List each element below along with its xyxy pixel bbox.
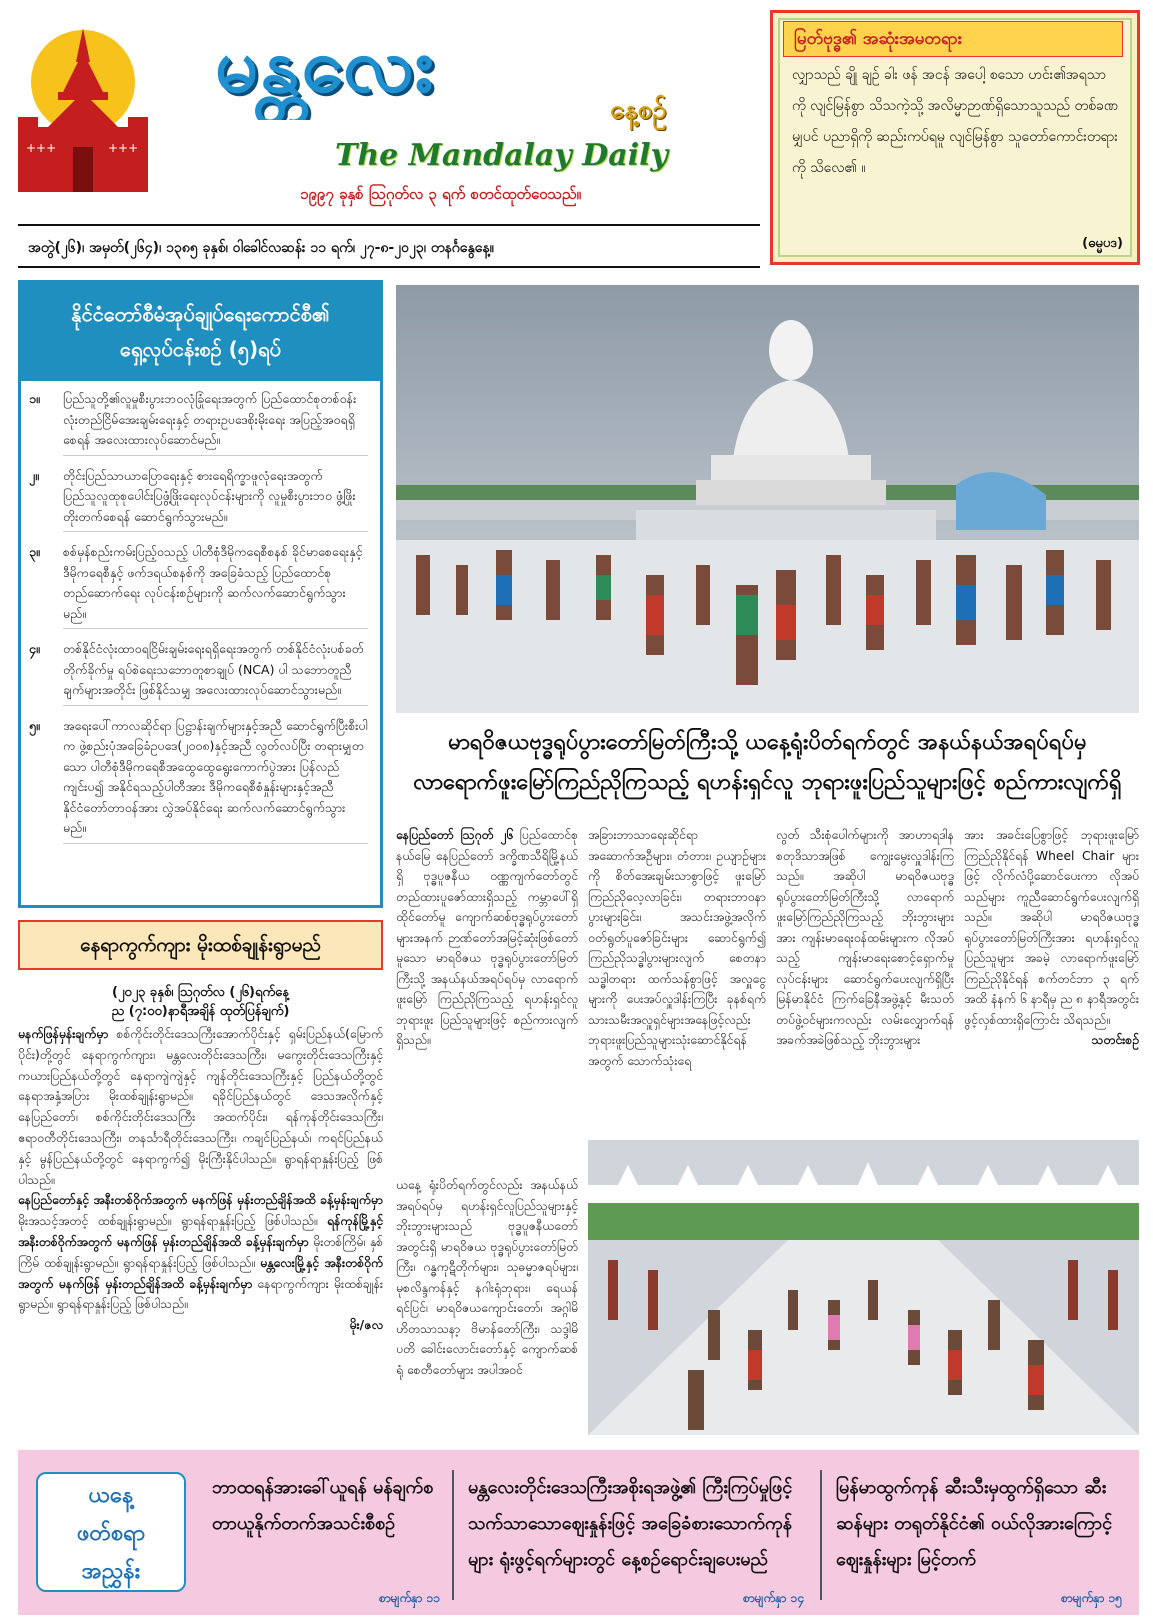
footer-page-ref: စာမျက်နှာ ၁၅ (1061, 1591, 1122, 1605)
article-column-1 (396, 825, 578, 1051)
dhamma-quote-source: (ဓမ္မပဒ) (1082, 236, 1123, 251)
objectives-list (21, 381, 380, 844)
article-column-3: လွတ် သီးစုံပေါက်များကို အာဟာရဒါန စတုဒိသာအဖြစ် ကျွေးမွေးလှူဒါန်းကြသည်။ အဆိုပါ မာရဝိဇယဗုဒ္ဓရုပ်ပွားတော်မြတ်ကြီးသို့ လာရောက်ဖူးမြော်ကြည်ညိုကြသည့် ဘိုးဘွားများအား ကျန်းမာရေးဝန်ထမ်းများက လိုအပ်သည့် ကျန်းမာရေးစောင့်ရှောက်မှုလုပ်ငန်းများ ဆောင်ရွက်ပေးလျက်ရှိပြီး မြန်မာနိုင်ငံ ကြက်ခြေနီအဖွဲ့နှင့် မီးသတ်တပ်ဖွဲ့ဝင်များကလည်း လမ်းလျှောက်ရန် အခက်အခဲဖြစ်သည့် ဘိုးဘွားများ (776, 828, 954, 1047)
svg-text:+++: +++ (108, 141, 139, 155)
objective-number: ၂။ (29, 467, 39, 483)
guide-badge-line1: ယနေ့ (88, 1483, 134, 1508)
article-column-4 (964, 825, 1139, 1051)
footer-teaser-2[interactable] (452, 1470, 812, 1605)
footer-teaser-3[interactable] (820, 1470, 1130, 1605)
guide-badge-line3: အညွှန်း (81, 1559, 141, 1584)
weather-lead: ရန်ကုန်မြို့နှင့် အနီးတစ်ဝိုက်အတွက် မနက်ဖြန် မှန်းတည်ချိန်အထိ ခန့်မှန်းချက်မှာ (18, 1214, 383, 1249)
weather-heading: နေရာကွက်ကျား မိုးထစ်ချုန်းရွာမည် (18, 920, 383, 970)
pagoda-crowd-photo (588, 1140, 1139, 1435)
footer-page-ref: စာမျက်နှာ ၁၄ (743, 1591, 804, 1605)
list-item (29, 389, 368, 456)
footer-teaser-1[interactable] (198, 1470, 448, 1605)
weather-text: စစ်ကိုင်းတိုင်းဒေသကြီးအောက်ပိုင်းနှင့် ရှမ်းပြည်နယ်(မြောက်ပိုင်း)တို့တွင် နေရာကွက်ကျား၊ မန္တလေးတိုင်းဒေသကြီး၊ မကွေးတိုင်းဒေသကြီးနှင့် ကယားပြည်နယ်တို့တွင် နေရာကျဲကျဲနှင့် ကျန်တိုင်းဒေသကြီးနှင့် ပြည်နယ်တို့တွင် နေရာအနှံ့အပြား မိုးထစ်ချုန်းရွာမည်။ ရခိုင်ပြည်နယ်တွင် ဒေသအလိုက်နှင့် နေပြည်တော်၊ စစ်ကိုင်းတိုင်းဒေသကြီး အထက်ပိုင်း၊ ရန်ကုန်တိုင်းဒေသကြီး၊ ဧရာဝတီတိုင်းဒေသကြီး၊ တနင်္သာရီတိုင်းဒေသကြီး၊ ကချင်ပြည်နယ်၊ ကရင်ပြည်နယ်နှင့် မွန်ပြည်နယ်တို့တွင် နေရာကွက်၍ မိုးကြီးနိုင်ပါသည်။ ရွာရန်ရာနှုန်းပြည့် ဖြစ်ပါသည်။ (18, 1027, 383, 1187)
svg-text:+++: +++ (26, 141, 57, 155)
footer-teaser-text: ဘာထရန်အားခေါ်ယူရန် မန်ချက်စတာယူနိုက်တက်အသင်းစီစဉ် (212, 1477, 434, 1534)
weather-lead: မန္တလေးမြို့နှင့် အနီးတစ်ဝိုက်အတွက် မနက်ဖြန် မှန်းတည်ချိန်အထိ ခန့်မှန်းချက်မှာ (18, 1255, 383, 1291)
article-column-1b: ယနေ့ ရုံးပိတ်ရက်တွင်လည်း အနယ်နယ်အရပ်ရပ်မှ ရဟန်းရှင်လူပြည်သူများနှင့် ဘိုးဘွားများသည် ဗုဒ္ဓပူဇနီယတော်အတွင်းရှိ မာရဝိဇယ ဗုဒ္ဓရုပ်ပွားတော်မြတ်ကြီး၊ ဂန္ဓကုဋီတိုက်များ၊ သုဓမ္မာဇရပ်များ၊ မုစလိန္ဒကန်နှင့် နဂါးရုံဘုရား၊ ရေယန်ရင်ပြင်၊ မာရဝိဇယကျောင်းတော်၊ အဂ္ဂါမိဟိတသာသနာ့ ဗိမာန်တော်ကြီး၊ သဒ္ဒါမိပတိ ခေါင်းလောင်းတော်နှင့် ကျောက်ဆစ်ရုံ စေတီတော်များ အပါအဝင် (396, 1178, 578, 1377)
objective-number: ၅။ (29, 717, 40, 733)
masthead-since-line: ၁၉၉၇ ခုနှစ် ဩဂုတ်လ ၃ ရက် စတင်ထုတ်ဝေသည်။ (300, 185, 582, 203)
dhamma-quote-title: မြတ်ဗုဒ္ဓ၏ အဆုံးအမတရား (783, 21, 1123, 57)
weather-text: မိုးတစ်ကြိမ်၊ နှစ်ကြိမ် ထစ်ချုန်းရွာမည်။ ရွာရန်ရာနှုန်းပြည့် ဖြစ်ပါသည်။ (18, 1234, 383, 1270)
objective-number: ၄။ (29, 641, 40, 656)
article-dateline: နေပြည်တော် ဩဂုတ် ၂၆ (396, 828, 514, 842)
issue-line: အတွဲ(၂၆)၊ အမှတ်(၂၆၄)၊ ၁၃၈၅ ခုနှစ်၊ ဝါခေါင်လဆန်း ၁၁ ရက်၊ ၂၇-၈-၂၀၂၃၊ တနင်္ဂနွေနေ့။ (28, 240, 494, 256)
objectives-heading (21, 283, 380, 381)
article-column-2: အခြားဘာသာရေးဆိုင်ရာ အဆောက်အဦများ၊ တံတား၊ ဥယျာဉ်များကို စိတ်အေးချမ်းသာစွာဖြင့် ဖူးမြော်ကြည်ညိုလေ့လာခြင်း၊ တရားဘာဝနာပွားများခြင်း၊ အသင်းအဖွဲ့အလိုက် ဝတ်ရွတ်ပူဇော်ခြင်းများ ဆောင်ရွက်၍ ကြည်ညိုသဒ္ဓါပွားများလျက် စေတနာသဒ္ဓါတရား ထက်သန်စွာဖြင့် အလှူငွေများကို ပေးအပ်လှူဒါန်းကြပြီး ခုနစ်ရက် သားသမီးအလှူရှင်များအနေဖြင့်လည်း ဘုရားဖူးပြည်သူများသုံးဆောင်နိုင်ရန်အတွက် သောက်သုံးရေ (588, 828, 766, 1068)
weather-lead: မနက်ဖြန်မှန်းချက်မှာ (18, 1027, 109, 1041)
weather-paragraph (18, 1024, 383, 1190)
main-headline-line2: လာရောက်ဖူးမြော်ကြည်ညိုကြသည့် ရဟန်းရှင်လူ ဘုရားဖူးပြည်သူများဖြင့် စည်ကားလျက်ရှိ (413, 770, 1122, 795)
list-item (29, 639, 368, 706)
weather-date-line2: ည (၇:၀၀)နာရီအချိန် ထုတ်ပြန်ချက်) (111, 1004, 290, 1019)
footer-teaser-text: မန္တလေးတိုင်းဒေသကြီးအစိုးရအဖွဲ့၏ ကြီးကြပ်မှုဖြင့် သက်သာသောဈေးနှုန်းဖြင့် အခြေခံစားသောက်ကုန်များ ရုံးဖွင့်ရက်များတွင် နေ့စဉ်ရောင်းချပေးမည် (468, 1477, 793, 1570)
objectives-box (18, 280, 383, 908)
masthead-english-title: The Mandalay Daily (335, 138, 668, 173)
objective-text: တိုင်းပြည်သာယာပြောရေးနှင့် စားရေရိက္ခာဖူလုံရေးအတွက် ပြည်သူလူထုစုပေါင်းပြဖွံ့ဖြိုးရေးလုပ်ငန်းများကို လူမှုစီးပွားဘဝ ဖွံ့ဖြိုးတိုးတက်စေရန် ဆောင်ရွက်သွားမည်။ (63, 466, 368, 533)
article-byline: သတင်းစဉ် (1091, 1033, 1139, 1047)
footer-teaser-text: မြန်မာထွက်ကုန် ဆီးသီးမှထွက်ရှိသော ဆီးဆန်များ တရုတ်နိုင်ငံ၏ ဝယ်လိုအားကြောင့် ဈေးနှုန်းများ မြင့်တက် (836, 1477, 1113, 1570)
objective-number: ၃။ (29, 544, 40, 559)
masthead-rule-bottom (18, 266, 760, 268)
objective-text: ပြည်သူတို့၏လူမှုစီးပွားဘဝလုံခြုံရေးအတွက် ပြည်ထောင်စုတစ်ဝန်းလုံးတည်ငြိမ်အေးချမ်းရေးနှင့် တရားဥပဒေစိုးမိုးရေး အပြည့်အဝရရှိစေရန် အလေးထားလုပ်ဆောင်မည်။ (63, 389, 368, 456)
masthead-title: မန္တလေး (215, 20, 436, 109)
weather-signoff: မိုး/ဇလ (349, 1318, 383, 1333)
article-text: အား အခင်းပြေစွာဖြင့် ဘုရားဖူးမြော်ကြည်ညိုနိုင်ရန် Wheel Chair များဖြင့် လိုက်လံပို့ဆောင်ပေးကာ လိုအပ်သည်များ ကူညီဆောင်ရွက်ပေးလျက်ရှိသည်။ အဆိုပါ မာရဝိဇယဗုဒ္ဓရုပ်ပွားတော်မြတ်ကြီးအား ရဟန်းရှင်လူ ပြည်သူများ အခမဲ့ လာရောက်ဖူးမြော်ကြည်ညိုနိုင်ရန် စက်တင်ဘာ ၃ ရက်အထိ နံနက် ၆ နာရီမှ ည ၈ နာရီအတွင်း ဖွင့်လှစ်ထားရှိကြောင်း သိရသည်။ (964, 828, 1139, 1027)
weather-paragraph (18, 1190, 383, 1315)
main-headline (396, 723, 1139, 803)
dhamma-quote-box (770, 10, 1140, 265)
buddha-statue-photo (396, 285, 1139, 713)
list-item (29, 542, 368, 629)
objective-text: အရေးပေါ်ကာလဆိုင်ရာ ပြဋ္ဌာန်းချက်များနှင့်အညီ ဆောင်ရွက်ပြီးစီးပါက ဖွဲ့စည်းပုံအခြေခံဥပဒေ(၂၀၀၈)နှင့်အညီ လွတ်လပ်ပြီး တရားမျှတသော ပါတီစုံဒီမိုကရေစီအထွေထွေရွေးကောက်ပွဲအား ပြန်လည်ကျင်းပ၍ အနိုင်ရသည့်ပါတီအား ဒီမိုကရေစီစံနှုန်းများနှင့်အညီ နိုင်ငံတော်တာဝန်အား လွှဲအပ်နိုင်ရေး ဆက်လက်ဆောင်ရွက်သွားမည်။ (63, 716, 368, 844)
guide-badge-line2: ဖတ်စရာ (76, 1521, 146, 1546)
objectives-heading-line1: နိုင်ငံတော်စီမံအုပ်ချုပ်ရေးကောင်စီ၏ (71, 302, 330, 326)
objective-number: ၁။ (29, 391, 40, 406)
masthead-subtitle: နေ့စဉ် (610, 95, 667, 125)
todays-reading-guide-badge (36, 1472, 186, 1592)
newspaper-logo-icon (18, 22, 148, 192)
weather-date (18, 983, 383, 1021)
objectives-heading-line2: ရှေ့လုပ်ငန်းစဉ် (၅)ရပ် (119, 337, 282, 361)
list-item (29, 466, 368, 533)
list-item (29, 716, 368, 844)
weather-text: မိုးအသင့်အတင့် ထစ်ချုန်းရွာမည်။ ရွာရန်ရာနှုန်းပြည့် ဖြစ်ပါသည်။ (18, 1214, 318, 1229)
dhamma-quote-text: လျှာသည် ချို ချဉ် ခါး ဖန် အငန် အပေါ့ စသော ဟင်း၏အရသာကို လျင်မြန်စွာ သိသကဲ့သို့ အလိမ္မာဉာဏ်ရှိသောသူသည် တစ်ခဏမျှပင် ပညာရှိကို ဆည်းကပ်ရမူ လျင်မြန်စွာ သူတော်ကောင်းတရားကို သိလေ၏ ။ (792, 67, 1118, 176)
weather-lead: နေပြည်တော်နှင့် အနီးတစ်ဝိုက်အတွက် မနက်ဖြန် မှန်းတည်ချိန်အထိ ခန့်မှန်းချက်မှာ (18, 1193, 383, 1208)
weather-body (18, 1024, 383, 1336)
footer-page-ref: စာမျက်နှာ ၁၁ (379, 1591, 440, 1605)
masthead-rule-top (18, 224, 760, 226)
weather-date-line1: (၂၀၂၃ ခုနှစ်၊ ဩဂုတ်လ (၂၆)ရက်နေ့ (112, 985, 289, 1000)
main-headline-line1: မာရဝိဇယဗုဒ္ဓရုပ်ပွားတော်မြတ်ကြီးသို့ ယနေ့ရုံးပိတ်ရက်တွင် အနယ်နယ်အရပ်ရပ်မှ (448, 730, 1087, 755)
objective-text: စစ်မှန်စည်းကမ်းပြည့်ဝသည့် ပါတီစုံဒီမိုကရေစီစနစ် ခိုင်မာစေရေးနှင့် ဒီမိုကရေစီနှင့် ဖက်ဒရယ်စနစ်ကို အခြေခံသည့် ပြည်ထောင်စုတည်ဆောက်ရေး လုပ်ငန်းစဉ်များကို ဆက်လက်ဆောင်ရွက်သွားမည်။ (63, 542, 368, 629)
article-text: ပြည်ထောင်စုနယ်မြေ နေပြည်တော် ဒက္ခိဏသီရိမြို့နယ်ရှိ ဗုဒ္ဓပူဇနီယ ဝဏ္ဏကျက်တော်တွင် တည်ထားပူဇော်ထားရှိသည့် ကမ္ဘာပေါ်ရှိ ထိုင်တော်မူ ကျောက်ဆစ်ဗုဒ္ဓရုပ်ပွားတော်များအနက် ဉာဏ်တော်အမြင့်ဆုံးဖြစ်တော်မူသော မာရဝိဇယ ဗုဒ္ဓရုပ်ပွားတော်မြတ်ကြီးသို့ အနယ်နယ်အရပ်ရပ်မှ လာရောက်ဖူးမြော် ကြည်ညိုကြသည့် ရဟန်းရှင်လူ ဘုရားဖူး ပြည်သူများဖြင့် စည်ကားလျက်ရှိသည်။ (396, 828, 578, 1047)
weather-text: နေရာကွက်ကျား မိုးထစ်ချုန်းရွာမည်။ ရွာရန်ရာနှုန်းပြည့် ဖြစ်ပါသည်။ (18, 1276, 383, 1312)
objective-text: တစ်နိုင်ငံလုံးထာဝရငြိမ်းချမ်းရေးရရှိရေးအတွက် တစ်နိုင်ငံလုံးပစ်ခတ်တိုက်ခိုက်မှု ရပ်စဲရေးသဘောတူစာချုပ် (NCA) ပါ သဘောတူညီချက်များအတိုင်း ဖြစ်နိုင်သမျှ အလေးထားလုပ်ဆောင်သွားမည်။ (63, 639, 368, 706)
